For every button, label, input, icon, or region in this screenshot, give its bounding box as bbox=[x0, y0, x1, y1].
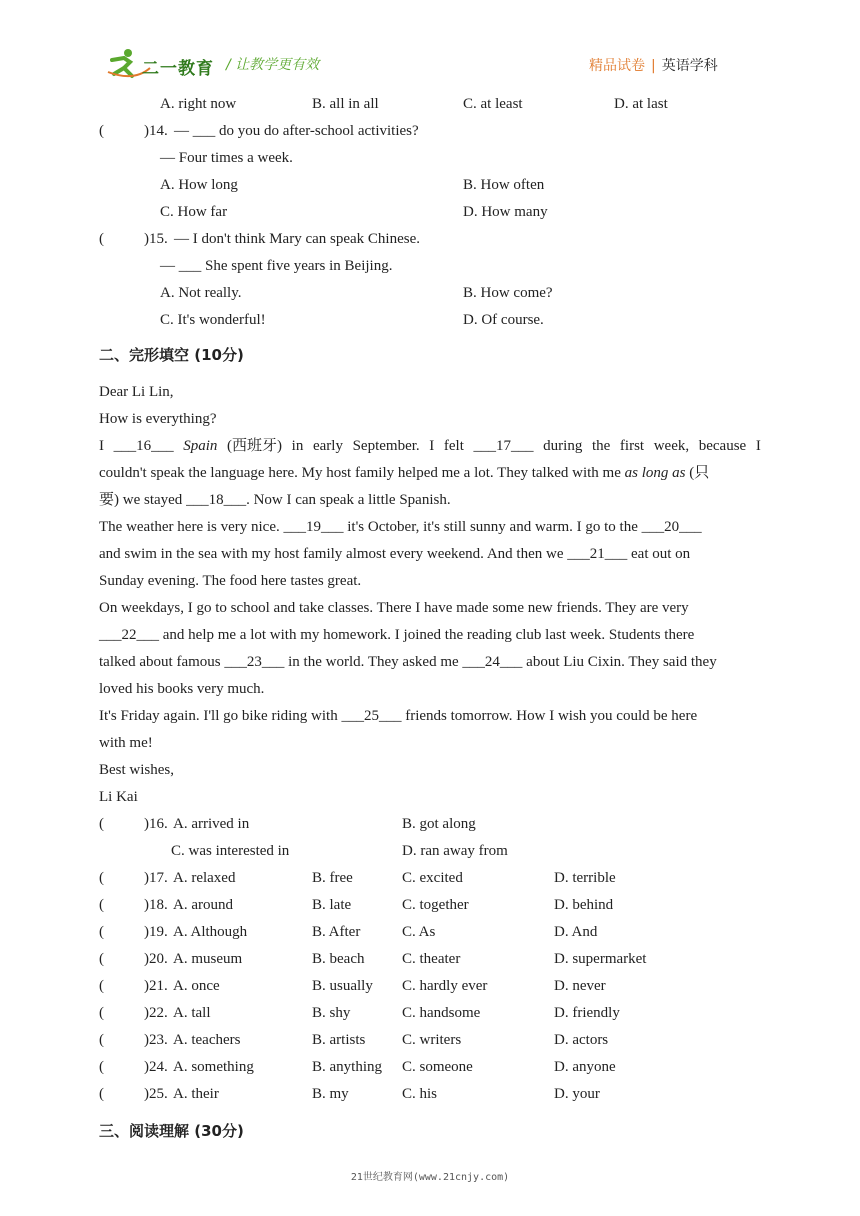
letter-paragraph-1-line-1 bbox=[99, 437, 761, 455]
q23-answer-paren[interactable]: ( bbox=[99, 1032, 104, 1048]
chinese-gloss: (西班牙) bbox=[227, 438, 283, 454]
text: in the world. They asked me bbox=[284, 654, 463, 670]
q20-option-d: D. supermarket bbox=[554, 951, 647, 967]
word: because bbox=[698, 438, 747, 454]
text: The weather here is very nice. bbox=[99, 519, 284, 535]
q14-stem: — ___ do you do after-school activities? bbox=[174, 123, 419, 139]
q21-number: )21. bbox=[144, 978, 168, 994]
q20-option-b: B. beach bbox=[312, 951, 365, 967]
q18-answer-paren[interactable]: ( bbox=[99, 897, 104, 913]
word: first bbox=[619, 438, 645, 454]
q22-option-c: C. handsome bbox=[402, 1005, 481, 1021]
letter-paragraph-2-line-2 bbox=[99, 545, 690, 563]
q18-option-a: A. around bbox=[173, 897, 233, 913]
text: friends tomorrow. How I wish you could be here bbox=[401, 708, 698, 724]
q19-option-c: C. As bbox=[402, 924, 436, 940]
q15-number: )15. bbox=[144, 231, 168, 247]
q23-option-c: C. writers bbox=[402, 1032, 462, 1048]
text: and help me a lot with my homework. I joined the reading club last week. Students there bbox=[159, 627, 695, 643]
text: about Liu Cixin. They said they bbox=[522, 654, 717, 670]
q21-option-c: C. hardly ever bbox=[402, 978, 488, 994]
q16-option-a: A. arrived in bbox=[173, 816, 250, 832]
q19-answer-paren[interactable]: ( bbox=[99, 924, 104, 940]
letter-paragraph-3-line-3 bbox=[99, 653, 717, 671]
text: talked about famous bbox=[99, 654, 225, 670]
q14-option-c: C. How far bbox=[160, 204, 228, 220]
q22-option-a: A. tall bbox=[173, 1005, 211, 1021]
text: . Now I can speak a little Spanish. bbox=[246, 492, 451, 508]
letter-line: How is everything? bbox=[99, 411, 217, 427]
letter-paragraph-4-line-1 bbox=[99, 707, 697, 725]
logo-text: 二一教育 bbox=[142, 59, 214, 79]
section-heading-reading: 三、阅读理解 (30分) bbox=[99, 1122, 244, 1140]
blank-22: ___22___ bbox=[99, 627, 159, 643]
q21-option-b: B. usually bbox=[312, 978, 373, 994]
letter-greeting: Dear Li Lin, bbox=[99, 384, 174, 400]
q25-answer-paren[interactable]: ( bbox=[99, 1086, 104, 1102]
q22-answer-paren[interactable]: ( bbox=[99, 1005, 104, 1021]
q14-number: )14. bbox=[144, 123, 168, 139]
blank-16: ___16___ bbox=[113, 438, 174, 454]
q13-option-d: D. at last bbox=[614, 96, 668, 112]
text: 要) we stayed bbox=[99, 492, 187, 508]
q18-option-b: B. late bbox=[312, 897, 352, 913]
q21-option-d: D. never bbox=[554, 978, 606, 994]
phrase-as-long-as: as long as bbox=[624, 465, 686, 481]
q22-option-d: D. friendly bbox=[554, 1005, 620, 1021]
q25-option-a: A. their bbox=[173, 1086, 219, 1102]
q16-number: )16. bbox=[144, 816, 168, 832]
word: felt bbox=[443, 438, 464, 454]
letter-paragraph-1-line-2 bbox=[99, 464, 709, 482]
word: in bbox=[291, 438, 304, 454]
q25-option-d: D. your bbox=[554, 1086, 600, 1102]
letter-paragraph-3-line-2 bbox=[99, 626, 694, 644]
page-header bbox=[0, 0, 860, 90]
q24-option-a: A. something bbox=[173, 1059, 254, 1075]
word: early bbox=[312, 438, 343, 454]
slogan: / 让教学更有效 bbox=[226, 57, 320, 73]
q15-stem: — I don't think Mary can speak Chinese. bbox=[174, 231, 420, 247]
blank-17: ___17___ bbox=[473, 438, 534, 454]
blank-23: ___23___ bbox=[224, 654, 285, 670]
q15-answer-paren[interactable]: ( bbox=[99, 231, 104, 247]
q15-option-c: C. It's wonderful! bbox=[160, 312, 266, 328]
q14-answer-paren[interactable]: ( bbox=[99, 123, 104, 139]
q20-option-a: A. museum bbox=[173, 951, 243, 967]
q23-number: )23. bbox=[144, 1032, 168, 1048]
letter-paragraph-3-line-1: On weekdays, I go to school and take classes. There I have made some new friends. They are very bbox=[99, 600, 689, 616]
letter-signature: Li Kai bbox=[99, 789, 138, 805]
word: the bbox=[591, 438, 611, 454]
blank-21: ___21___ bbox=[567, 546, 628, 562]
q23-option-b: B. artists bbox=[312, 1032, 366, 1048]
letter-paragraph-4-line-2: with me! bbox=[99, 735, 153, 751]
q19-option-b: B. After bbox=[312, 924, 361, 940]
word: week, bbox=[653, 438, 690, 454]
header-subject: 英语学科 bbox=[661, 58, 718, 74]
q17-option-d: D. terrible bbox=[554, 870, 616, 886]
q25-option-c: C. his bbox=[402, 1086, 438, 1102]
header-separator: | bbox=[651, 58, 656, 74]
q17-option-b: B. free bbox=[312, 870, 353, 886]
q13-option-c: C. at least bbox=[463, 96, 523, 112]
word: I bbox=[99, 438, 104, 454]
letter-paragraph-2-line-1 bbox=[99, 518, 702, 536]
q25-option-b: B. my bbox=[312, 1086, 349, 1102]
q17-number: )17. bbox=[144, 870, 168, 886]
q21-option-a: A. once bbox=[173, 978, 220, 994]
q13-option-a: A. right now bbox=[160, 96, 237, 112]
header-tag: 精品试卷 bbox=[589, 58, 645, 74]
text: It's Friday again. I'll go bike riding with bbox=[99, 708, 342, 724]
q15-option-d: D. Of course. bbox=[463, 312, 544, 328]
q24-answer-paren[interactable]: ( bbox=[99, 1059, 104, 1075]
word: I bbox=[429, 438, 435, 454]
q18-option-c: C. together bbox=[402, 897, 469, 913]
q23-option-d: D. actors bbox=[554, 1032, 609, 1048]
word: during bbox=[543, 438, 583, 454]
q14-option-a: A. How long bbox=[160, 177, 238, 193]
blank-18: ___18___ bbox=[186, 492, 247, 508]
q20-number: )20. bbox=[144, 951, 168, 967]
text: it's October, it's still sunny and warm. I go to the bbox=[343, 519, 642, 535]
blank-24: ___24___ bbox=[462, 654, 523, 670]
blank-20: ___20___ bbox=[641, 519, 702, 535]
section-heading-cloze: 二、完形填空 (10分) bbox=[99, 346, 244, 364]
q16-answer-paren[interactable]: ( bbox=[99, 816, 104, 832]
q24-option-d: D. anyone bbox=[554, 1059, 616, 1075]
q15-option-a: A. Not really. bbox=[160, 285, 242, 301]
q18-number: )18. bbox=[144, 897, 168, 913]
q16-option-c: C. was interested in bbox=[171, 843, 290, 859]
q24-option-b: B. anything bbox=[312, 1059, 382, 1075]
header-tags bbox=[589, 55, 718, 75]
q19-number: )19. bbox=[144, 924, 168, 940]
text: and swim in the sea with my host family almost every weekend. And then we bbox=[99, 546, 568, 562]
q22-option-b: B. shy bbox=[312, 1005, 351, 1021]
q22-number: )22. bbox=[144, 1005, 168, 1021]
q13-option-b: B. all in all bbox=[312, 96, 379, 112]
q19-option-d: D. And bbox=[554, 924, 598, 940]
letter-closing: Best wishes, bbox=[99, 762, 174, 778]
blank-19: ___19___ bbox=[283, 519, 344, 535]
chinese-gloss: (只 bbox=[685, 465, 710, 481]
q19-option-a: A. Although bbox=[173, 924, 248, 940]
q16-option-b: B. got along bbox=[402, 816, 476, 832]
blank-25: ___25___ bbox=[341, 708, 402, 724]
q15-option-b: B. How come? bbox=[463, 285, 553, 301]
text: couldn't speak the language here. My host family helped me a lot. They talked with me bbox=[99, 465, 625, 481]
word: September. bbox=[352, 438, 420, 454]
q17-option-a: A. relaxed bbox=[173, 870, 236, 886]
q24-option-c: C. someone bbox=[402, 1059, 473, 1075]
q20-option-c: C. theater bbox=[402, 951, 461, 967]
q15-reply: — ___ She spent five years in Beijing. bbox=[160, 258, 393, 274]
q23-option-a: A. teachers bbox=[173, 1032, 241, 1048]
q21-answer-paren[interactable]: ( bbox=[99, 978, 104, 994]
q14-option-d: D. How many bbox=[463, 204, 548, 220]
q24-number: )24. bbox=[144, 1059, 168, 1075]
letter-paragraph-2-line-3: Sunday evening. The food here tastes great. bbox=[99, 573, 362, 589]
q16-option-d: D. ran away from bbox=[402, 843, 508, 859]
page-footer: 21世纪教育网(www.21cnjy.com) bbox=[350, 1172, 510, 1183]
q14-option-b: B. How often bbox=[463, 177, 545, 193]
letter-paragraph-3-line-4: loved his books very much. bbox=[99, 681, 265, 697]
q17-answer-paren[interactable]: ( bbox=[99, 870, 104, 886]
q25-number: )25. bbox=[144, 1086, 168, 1102]
q14-reply: — Four times a week. bbox=[160, 150, 293, 166]
q20-answer-paren[interactable]: ( bbox=[99, 951, 104, 967]
word-spain: Spain bbox=[183, 438, 218, 454]
text: eat out on bbox=[627, 546, 691, 562]
word: I bbox=[755, 438, 761, 454]
q18-option-d: D. behind bbox=[554, 897, 614, 913]
letter-paragraph-1-line-3 bbox=[99, 491, 451, 509]
q17-option-c: C. excited bbox=[402, 870, 463, 886]
